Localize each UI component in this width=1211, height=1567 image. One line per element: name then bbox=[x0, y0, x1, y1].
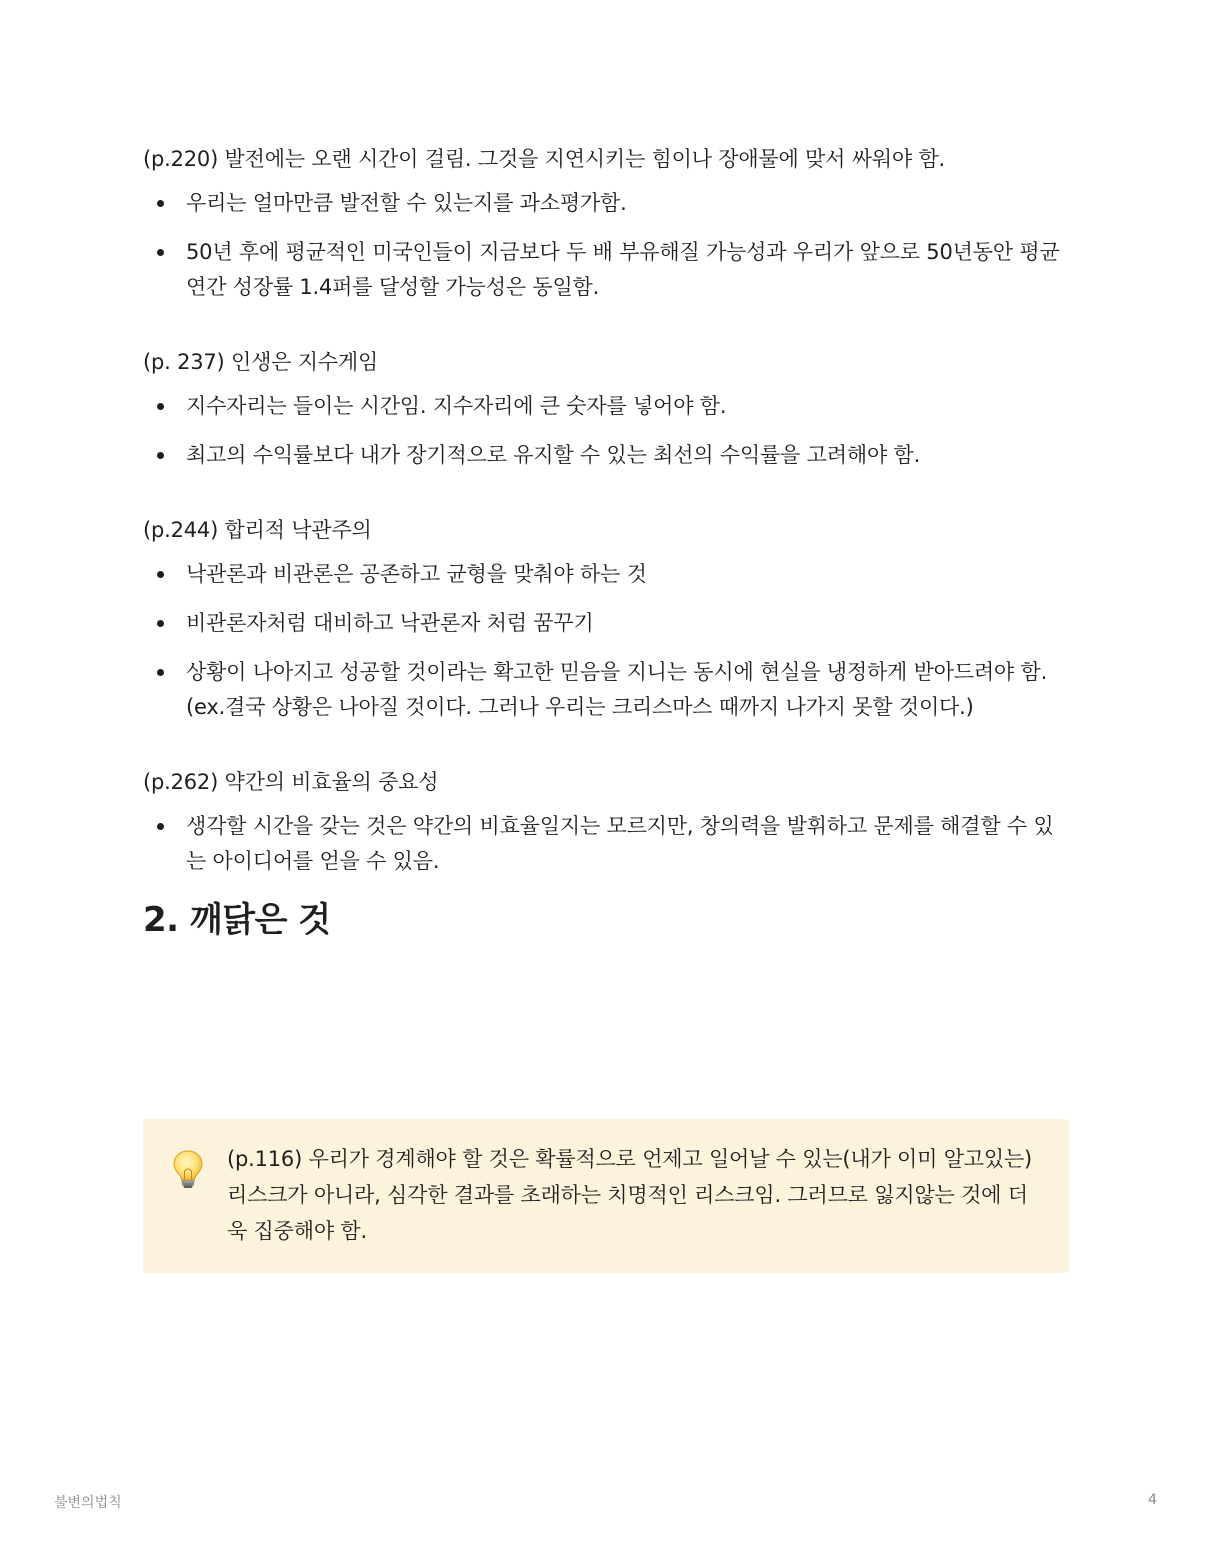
callout-box bbox=[143, 1119, 1069, 1273]
footer-page-number: 4 bbox=[1148, 1492, 1157, 1508]
bullet-list bbox=[143, 186, 1069, 305]
list-item: 생각할 시간을 갖는 것은 약간의 비효율일지는 모르지만, 창의력을 발휘하고 문제를 해결할 수 있는 아이디어를 얻을 수 있음. bbox=[143, 809, 1069, 879]
heading-2: 2. 깨닭은 것 bbox=[143, 900, 331, 940]
list-item: 최고의 수익률보다 내가 장기적으로 유지할 수 있는 최선의 수익률을 고려해야 함. bbox=[143, 438, 1069, 473]
bullet-list bbox=[143, 389, 1069, 473]
note-section bbox=[143, 345, 1069, 473]
list-item: 낙관론과 비관론은 공존하고 균형을 맞춰야 하는 것 bbox=[143, 557, 1069, 592]
callout-text: (p.116) 우리가 경계해야 할 것은 확률적으로 언제고 일어날 수 있는(내가 이미 알고있는) 리스크가 아니라, 심각한 결과를 초래하는 치명적인 리스크임. 그러므로 잃지않는 것에 더욱 집중해야 함. bbox=[227, 1147, 1033, 1243]
list-item: 상황이 나아지고 성공할 것이라는 확고한 믿음을 지니는 동시에 현실을 냉정하게 받아드려야 함.(ex.결국 상황은 나아질 것이다. 그러나 우리는 크리스마스 때까지 나가지 못할 것이다.) bbox=[143, 655, 1069, 725]
section-heading: (p.220) 발전에는 오랜 시간이 걸림. 그것을 지연시키는 힘이나 장애물에 맞서 싸워야 함. bbox=[143, 147, 946, 171]
bullet-list bbox=[143, 557, 1069, 725]
page-content bbox=[143, 142, 1069, 943]
list-item: 우리는 얼마만큼 발전할 수 있는지를 과소평가함. bbox=[143, 186, 1069, 221]
lightbulb-icon bbox=[171, 1149, 205, 1189]
note-section bbox=[143, 765, 1069, 879]
footer-document-title: 불변의법칙 bbox=[54, 1495, 122, 1511]
bullet-list bbox=[143, 809, 1069, 879]
list-item: 비관론자처럼 대비하고 낙관론자 처럼 꿈꾸기 bbox=[143, 606, 1069, 641]
note-section bbox=[143, 142, 1069, 305]
section-heading: (p.244) 합리적 낙관주의 bbox=[143, 518, 372, 542]
section-heading: (p. 237) 인생은 지수게임 bbox=[143, 350, 379, 374]
list-item: 지수자리는 들이는 시간임. 지수자리에 큰 숫자를 넣어야 함. bbox=[143, 389, 1069, 424]
list-item: 50년 후에 평균적인 미국인들이 지금보다 두 배 부유해질 가능성과 우리가 앞으로 50년동안 평균 연간 성장률 1.4퍼를 달성할 가능성은 동일함. bbox=[143, 235, 1069, 305]
note-section bbox=[143, 513, 1069, 725]
section-heading: (p.262) 약간의 비효율의 중요성 bbox=[143, 770, 439, 794]
